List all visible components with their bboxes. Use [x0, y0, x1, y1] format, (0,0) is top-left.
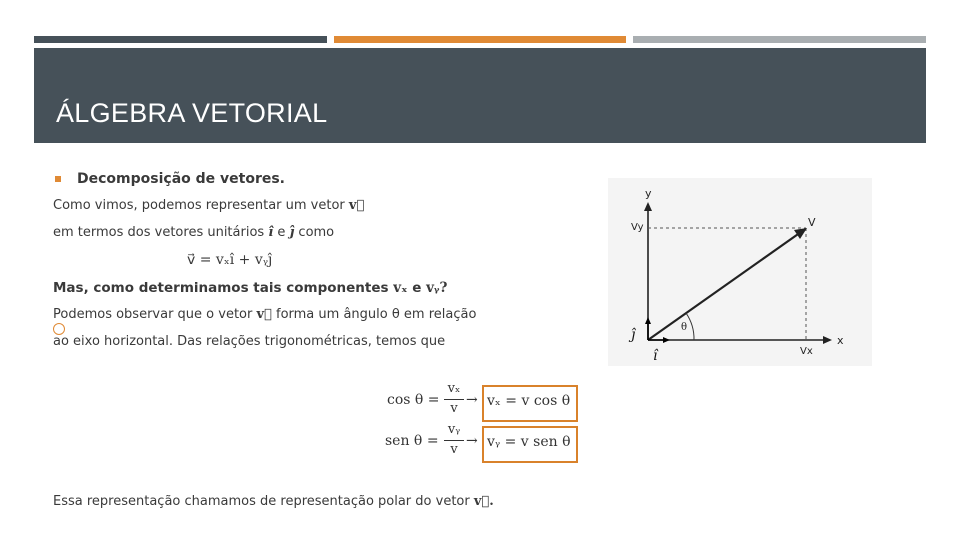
cos-result-box — [482, 385, 578, 422]
i-hat-label: î — [653, 348, 658, 364]
text: Essa representação chamamos de representação polar do vetor — [53, 494, 470, 509]
text: e — [277, 225, 286, 240]
text: Podemos observar que o vetor — [53, 307, 253, 322]
text-line-2 — [53, 225, 334, 240]
text: como — [298, 225, 335, 240]
cos-denominator: v — [450, 401, 458, 416]
text: forma um ângulo θ em relação — [276, 307, 477, 322]
theta-label: θ — [681, 322, 688, 333]
title-banner — [34, 48, 926, 143]
observation-line-1 — [53, 307, 476, 322]
vector-equation: v⃗ = vₓî + vᵧĵ — [187, 252, 273, 268]
fraction-line — [444, 399, 464, 400]
question-line — [53, 280, 447, 296]
component-vy: vᵧ? — [426, 280, 448, 296]
component-vx: vₓ — [393, 280, 408, 296]
observation-line-2: ao eixo horizontal. Das relações trigonométricas, temos que — [53, 334, 446, 349]
unit-j: ĵ — [289, 225, 295, 240]
arrow-icon: → — [466, 392, 478, 408]
text-line-1 — [53, 198, 364, 213]
vector-v: v⃗. — [473, 494, 494, 509]
sen-result-box — [482, 426, 578, 463]
sen-lhs: sen θ = — [385, 433, 439, 449]
text: em termos dos vetores unitários — [53, 225, 265, 240]
vx-label: Vx — [800, 346, 813, 357]
footer-line — [53, 494, 494, 509]
cos-numerator: vₓ — [447, 381, 461, 396]
cos-lhs: cos θ = — [387, 392, 440, 408]
heading: Decomposição de vetores. — [77, 171, 286, 187]
fraction-line — [444, 440, 464, 441]
text: e — [412, 280, 422, 296]
x-axis-label: x — [837, 334, 844, 347]
bullet-square-icon — [55, 176, 61, 182]
vector-decomposition-diagram — [608, 178, 872, 366]
accent-bar-dark — [34, 36, 327, 43]
sen-result: vᵧ = v sen θ — [487, 434, 571, 450]
accent-bar-orange — [334, 36, 626, 43]
sen-numerator: vᵧ — [447, 422, 461, 437]
sen-denominator: v — [450, 442, 458, 457]
y-axis-label: y — [645, 187, 652, 200]
cos-result: vₓ = v cos θ — [487, 393, 571, 409]
diagram-svg — [608, 178, 872, 366]
arrow-icon: → — [466, 433, 478, 449]
vy-label: Vy — [631, 222, 644, 233]
text: Como vimos, podemos representar um vetor — [53, 198, 345, 213]
text: Mas, como determinamos tais componentes — [53, 280, 389, 296]
slide-title: ÁLGEBRA VETORIAL — [56, 98, 328, 128]
v-label: V — [808, 216, 816, 229]
unit-i: î — [268, 225, 274, 240]
vector-v: v⃗ — [256, 307, 272, 322]
j-hat-label: ĵ — [631, 327, 636, 343]
accent-bar-gray — [633, 36, 926, 43]
vector-v: v⃗ — [348, 198, 365, 213]
